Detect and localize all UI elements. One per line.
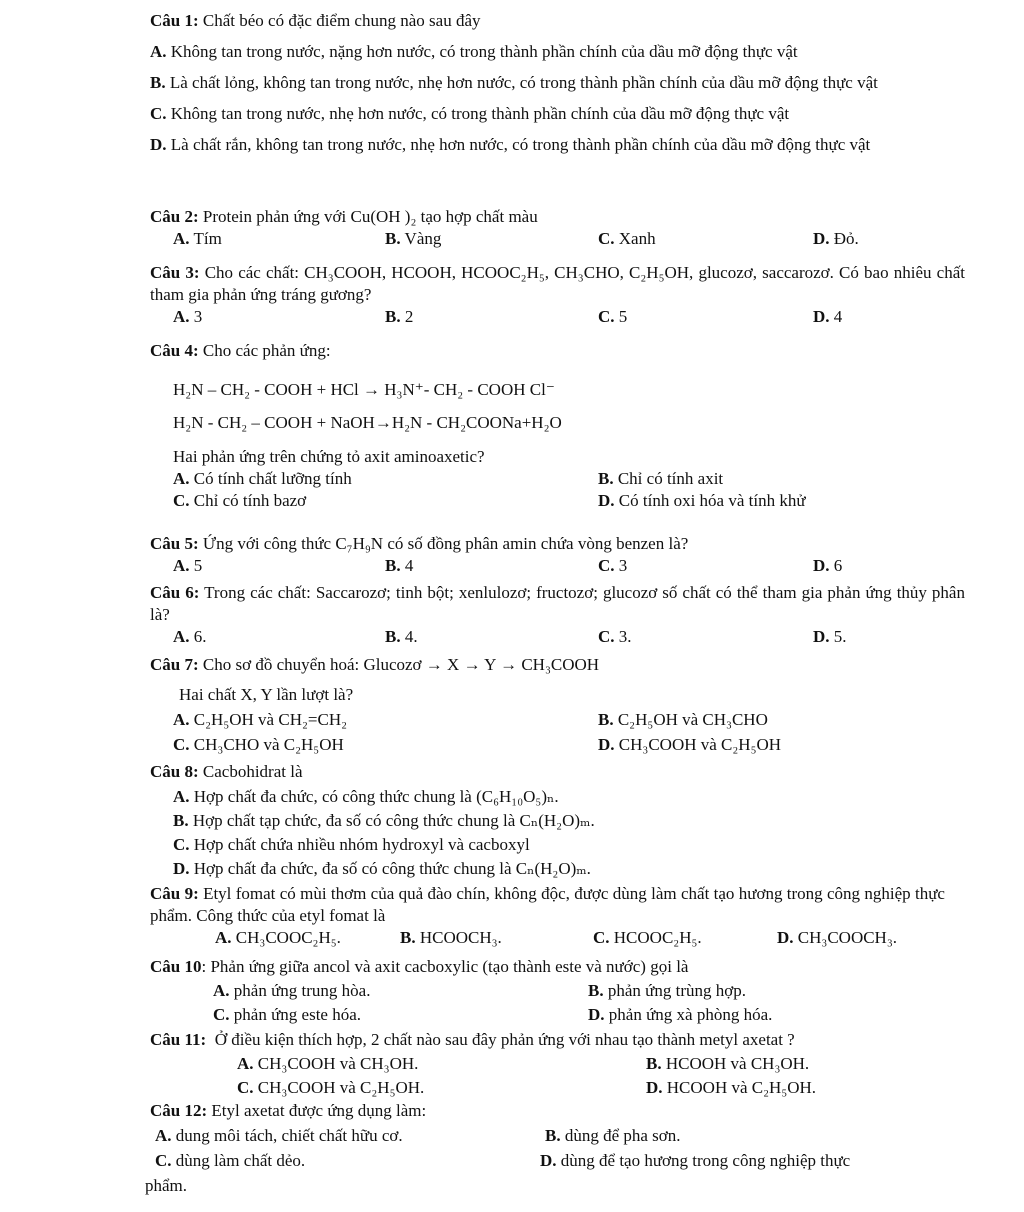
question-number: Câu 1:: [150, 11, 199, 30]
option-a: [237, 1053, 418, 1075]
option-c: [598, 555, 627, 577]
option-text: Vàng: [404, 229, 442, 248]
option-text: phản ứng trung hòa.: [233, 981, 371, 1000]
option-text: 4: [833, 307, 843, 326]
option-label: A.: [173, 556, 190, 575]
option-a: [150, 41, 965, 63]
option-c: [598, 228, 656, 250]
option-d: [540, 1150, 850, 1172]
question-5: [150, 533, 965, 577]
option-b: [150, 72, 965, 94]
option-label: D.: [588, 1005, 605, 1024]
question-2: [150, 206, 965, 250]
option-text: Chỉ có tính bazơ: [193, 491, 307, 510]
option-text: 4.: [404, 627, 418, 646]
question-prompt: Hai chất X, Y lần lượt là?: [179, 685, 354, 704]
option-text: Hợp chất đa chức, đa số có công thức chung là Cₙ(H₂O)ₘ.: [193, 859, 591, 878]
question-text: Protein phản ứng với Cu(OH )₂ tạo hợp chất màu: [202, 207, 538, 226]
option-label: A.: [215, 928, 232, 947]
option-label: B.: [385, 627, 401, 646]
option-d: [150, 134, 965, 156]
equation-2: H₂N - CH₂ – COOH + NaOH→H₂N - CH₂COONa+H₂O: [173, 413, 562, 432]
option-label: D.: [813, 229, 830, 248]
option-c: [173, 490, 306, 512]
option-b: [598, 468, 723, 490]
options-row: [150, 626, 965, 648]
option-text: CH₃COOC₂H₅.: [235, 928, 341, 947]
option-label: D.: [777, 928, 794, 947]
option-c: [213, 1004, 361, 1026]
option-label: A.: [173, 307, 190, 326]
question-text: : Phản ứng giữa ancol và axit cacboxylic (tạo thành este và nước) gọi là: [201, 957, 689, 976]
option-label: B.: [646, 1054, 662, 1073]
option-c: [598, 306, 627, 328]
option-a: [173, 626, 207, 648]
question-10: [150, 956, 965, 1026]
option-label: C.: [237, 1078, 254, 1097]
options-row: [150, 555, 965, 577]
option-text: CH₃COOH và C₂H₅OH: [618, 735, 782, 754]
option-text: CH₃COOCH₃.: [797, 928, 898, 947]
option-c: [155, 1150, 305, 1172]
option-label: C.: [150, 104, 167, 123]
option-text: 3.: [618, 627, 632, 646]
question-number: Câu 2:: [150, 207, 199, 226]
question-number: Câu 11:: [150, 1030, 207, 1049]
question-stem: [150, 1029, 965, 1051]
question-stem: [150, 956, 965, 978]
option-text: C₂H₅OH và CH₃CHO: [617, 710, 768, 729]
option-label: B.: [385, 556, 401, 575]
option-text: CH₃COOH và CH₃OH.: [257, 1054, 419, 1073]
option-label: C.: [213, 1005, 230, 1024]
option-b: [385, 228, 441, 250]
option-d: [813, 228, 859, 250]
option-label: D.: [813, 627, 830, 646]
question-number: Câu 5:: [150, 534, 199, 553]
option-label: B.: [400, 928, 416, 947]
question-prompt: Hai phản ứng trên chứng tỏ axit aminoaxetic?: [173, 447, 485, 466]
option-text: C₂H₅OH và CH₂=CH₂: [193, 710, 348, 729]
option-c: [593, 927, 702, 949]
option-label: C.: [598, 229, 615, 248]
option-text: Chỉ có tính axit: [617, 469, 724, 488]
option-a: [173, 709, 347, 731]
options-row: [150, 490, 965, 512]
option-text: Không tan trong nước, nặng hơn nước, có trong thành phần chính của dầu mỡ động thực vật: [170, 42, 798, 61]
option-b: [598, 709, 768, 731]
option-d: [150, 858, 965, 880]
question-stem: [150, 262, 965, 306]
option-text: dùng làm chất dẻo.: [175, 1151, 306, 1170]
question-text: Etyl fomat có mùi thơm của quả đào chín, không độc, được dùng làm chất tạo hương trong công nghiệp thực phẩm. Công thức của etyl fomat là: [150, 884, 945, 925]
options-row: [150, 1077, 965, 1099]
question-number: Câu 3:: [150, 263, 200, 282]
option-label: B.: [588, 981, 604, 1000]
option-b: [385, 555, 413, 577]
option-label: C.: [155, 1151, 172, 1170]
option-label: A.: [173, 229, 190, 248]
option-text: Hợp chất chứa nhiều nhóm hydroxyl và cacboxyl: [193, 835, 530, 854]
option-label: C.: [173, 835, 190, 854]
option-label: C.: [598, 556, 615, 575]
question-number: Câu 9:: [150, 884, 199, 903]
options-row: [150, 1004, 965, 1026]
equation-1: H₂N – CH₂ - COOH + HCl → H₃N⁺- CH₂ - COOH Cl⁻: [173, 380, 555, 399]
option-label: D.: [173, 859, 190, 878]
option-c: [237, 1077, 424, 1099]
option-d: [598, 734, 781, 756]
option-b: [150, 810, 965, 832]
options-row: [150, 1125, 965, 1147]
option-text: Không tan trong nước, nhẹ hơn nước, có trong thành phần chính của dầu mỡ động thực vật: [170, 104, 790, 123]
option-a: [150, 786, 965, 808]
option-text: 4: [404, 556, 414, 575]
question-7: [150, 654, 965, 756]
option-text: Là chất rắn, không tan trong nước, nhẹ hơn nước, có trong thành phần chính của dầu mỡ động thực vật: [170, 135, 871, 154]
option-label: D.: [646, 1078, 663, 1097]
option-text: Hợp chất tạp chức, đa số có công thức chung là Cₙ(H₂O)ₘ.: [192, 811, 595, 830]
question-text: Cho các chất: CH₃COOH, HCOOH, HCOOC₂H₅, CH₃CHO, C₂H₅OH, glucozơ, saccarozơ. Có bao nhiêu chất tham gia phản ứng tráng gương?: [150, 263, 965, 304]
question-stem: [150, 340, 965, 362]
option-b: [385, 306, 413, 328]
option-text: 5: [193, 556, 203, 575]
option-c: [598, 626, 632, 648]
option-d: [777, 927, 897, 949]
option-a: [173, 306, 202, 328]
option-a: [173, 468, 352, 490]
option-text: phản ứng este hóa.: [233, 1005, 362, 1024]
option-text: 6.: [193, 627, 207, 646]
option-text: Tím: [193, 229, 222, 248]
option-c: [150, 834, 965, 856]
option-c: [150, 103, 965, 125]
question-stem: [150, 761, 965, 783]
question-number: Câu 7:: [150, 655, 199, 674]
option-label: B.: [173, 811, 189, 830]
option-text: Có tính chất lưỡng tính: [193, 469, 352, 488]
option-label: A.: [173, 787, 190, 806]
question-number: Câu 6:: [150, 583, 200, 602]
option-label: A.: [155, 1126, 172, 1145]
option-label: A.: [213, 981, 230, 1000]
option-label: B.: [385, 229, 401, 248]
option-label: D.: [598, 491, 615, 510]
question-text: Trong các chất: Saccarozơ; tinh bột; xenlulozơ; fructozơ; glucozơ số chất có thể tham gia phản ứng thủy phân là?: [150, 583, 965, 624]
option-text: HCOOH và CH₃OH.: [665, 1054, 810, 1073]
question-stem: [150, 10, 965, 32]
option-label: C.: [598, 627, 615, 646]
question-text: Cacbohidrat là: [202, 762, 303, 781]
option-label: A.: [237, 1054, 254, 1073]
options-row: [150, 734, 965, 756]
option-text: CH₃CHO và C₂H₅OH: [193, 735, 344, 754]
option-a: [215, 927, 341, 949]
question-text: Ứng với công thức C₇H₉N có số đồng phân amin chứa vòng benzen là?: [202, 534, 689, 553]
option-label: A.: [173, 627, 190, 646]
option-d: [588, 1004, 772, 1026]
option-label: C.: [593, 928, 610, 947]
question-9: [150, 883, 965, 949]
option-text: 3: [618, 556, 628, 575]
question-1: [150, 10, 965, 156]
option-b: [385, 626, 418, 648]
option-b: [545, 1125, 681, 1147]
option-text: 6: [833, 556, 843, 575]
option-label: B.: [598, 710, 614, 729]
option-label: A.: [173, 710, 190, 729]
option-label: A.: [150, 42, 167, 61]
option-text: Xanh: [618, 229, 656, 248]
option-a: [173, 228, 222, 250]
option-label: B.: [545, 1126, 561, 1145]
options-row: [150, 228, 965, 250]
options-row: [150, 468, 965, 490]
question-stem: [150, 533, 965, 555]
question-number: Câu 10: [150, 957, 202, 976]
option-label: D.: [813, 307, 830, 326]
option-text: Có tính oxi hóa và tính khử: [618, 491, 806, 510]
option-text: HCOOH và C₂H₅OH.: [666, 1078, 817, 1097]
option-label: C.: [173, 735, 190, 754]
option-text: phản ứng trùng hợp.: [607, 981, 746, 1000]
option-text: Hợp chất đa chức, có công thức chung là (C₆H₁₀O₅)ₙ.: [193, 787, 559, 806]
option-text: HCOOCH₃.: [419, 928, 502, 947]
option-label: A.: [173, 469, 190, 488]
option-text: dùng để pha sơn.: [564, 1126, 681, 1145]
question-8: [150, 761, 965, 880]
option-label: D.: [813, 556, 830, 575]
question-stem: [150, 582, 965, 626]
option-label: D.: [150, 135, 167, 154]
option-text: 3: [193, 307, 203, 326]
option-text: dung môi tách, chiết chất hữu cơ.: [175, 1126, 403, 1145]
option-b: [646, 1053, 809, 1075]
question-number: Câu 12:: [150, 1101, 208, 1120]
question-stem: [150, 883, 965, 927]
option-d-continuation: phẩm.: [145, 1176, 188, 1195]
question-text: Chất béo có đặc điểm chung nào sau đây: [202, 11, 481, 30]
option-label: B.: [385, 307, 401, 326]
option-text: 2: [404, 307, 414, 326]
option-a: [213, 980, 370, 1002]
question-4: [150, 340, 965, 512]
option-text: HCOOC₂H₅.: [613, 928, 702, 947]
options-row: [150, 927, 965, 949]
option-label: C.: [173, 491, 190, 510]
option-text: phản ứng xà phòng hóa.: [608, 1005, 773, 1024]
options-row: [150, 709, 965, 731]
option-b: [588, 980, 746, 1002]
question-text: Cho các phản ứng:: [202, 341, 331, 360]
options-row: [150, 1150, 965, 1172]
option-label: B.: [150, 73, 166, 92]
question-text: Cho sơ đồ chuyển hoá: Glucozơ → X → Y → CH₃COOH: [202, 655, 600, 674]
option-text: CH₃COOH và C₂H₅OH.: [257, 1078, 425, 1097]
question-3: [150, 262, 965, 328]
options-row: [150, 306, 965, 328]
option-text: dùng để tạo hương trong công nghiệp thực: [560, 1151, 851, 1170]
question-stem: [150, 1100, 965, 1122]
option-label: B.: [598, 469, 614, 488]
option-text: 5: [618, 307, 628, 326]
option-d: [813, 555, 842, 577]
option-a: [173, 555, 202, 577]
question-6: [150, 582, 965, 648]
option-d: [646, 1077, 816, 1099]
option-c: [173, 734, 344, 756]
option-b: [400, 927, 502, 949]
option-text: Là chất lỏng, không tan trong nước, nhẹ hơn nước, có trong thành phần chính của dầu mỡ động thực vật: [169, 73, 878, 92]
option-a: [155, 1125, 403, 1147]
option-label: D.: [540, 1151, 557, 1170]
question-12: [145, 1100, 965, 1197]
option-label: C.: [598, 307, 615, 326]
question-number: Câu 8:: [150, 762, 199, 781]
question-11: [150, 1029, 965, 1099]
options-row: [150, 1053, 965, 1075]
question-number: Câu 4:: [150, 341, 199, 360]
question-stem: [150, 206, 965, 228]
option-d: [813, 626, 847, 648]
question-text: Etyl axetat được ứng dụng làm:: [211, 1101, 427, 1120]
option-text: 5.: [833, 627, 847, 646]
question-stem: [150, 654, 965, 676]
option-d: [598, 490, 806, 512]
option-label: D.: [598, 735, 615, 754]
option-d: [813, 306, 842, 328]
option-text: Đỏ.: [833, 229, 859, 248]
question-text: Ở điều kiện thích hợp, 2 chất nào sau đây phản ứng với nhau tạo thành metyl axetat ?: [214, 1030, 795, 1049]
options-row: [150, 980, 965, 1002]
